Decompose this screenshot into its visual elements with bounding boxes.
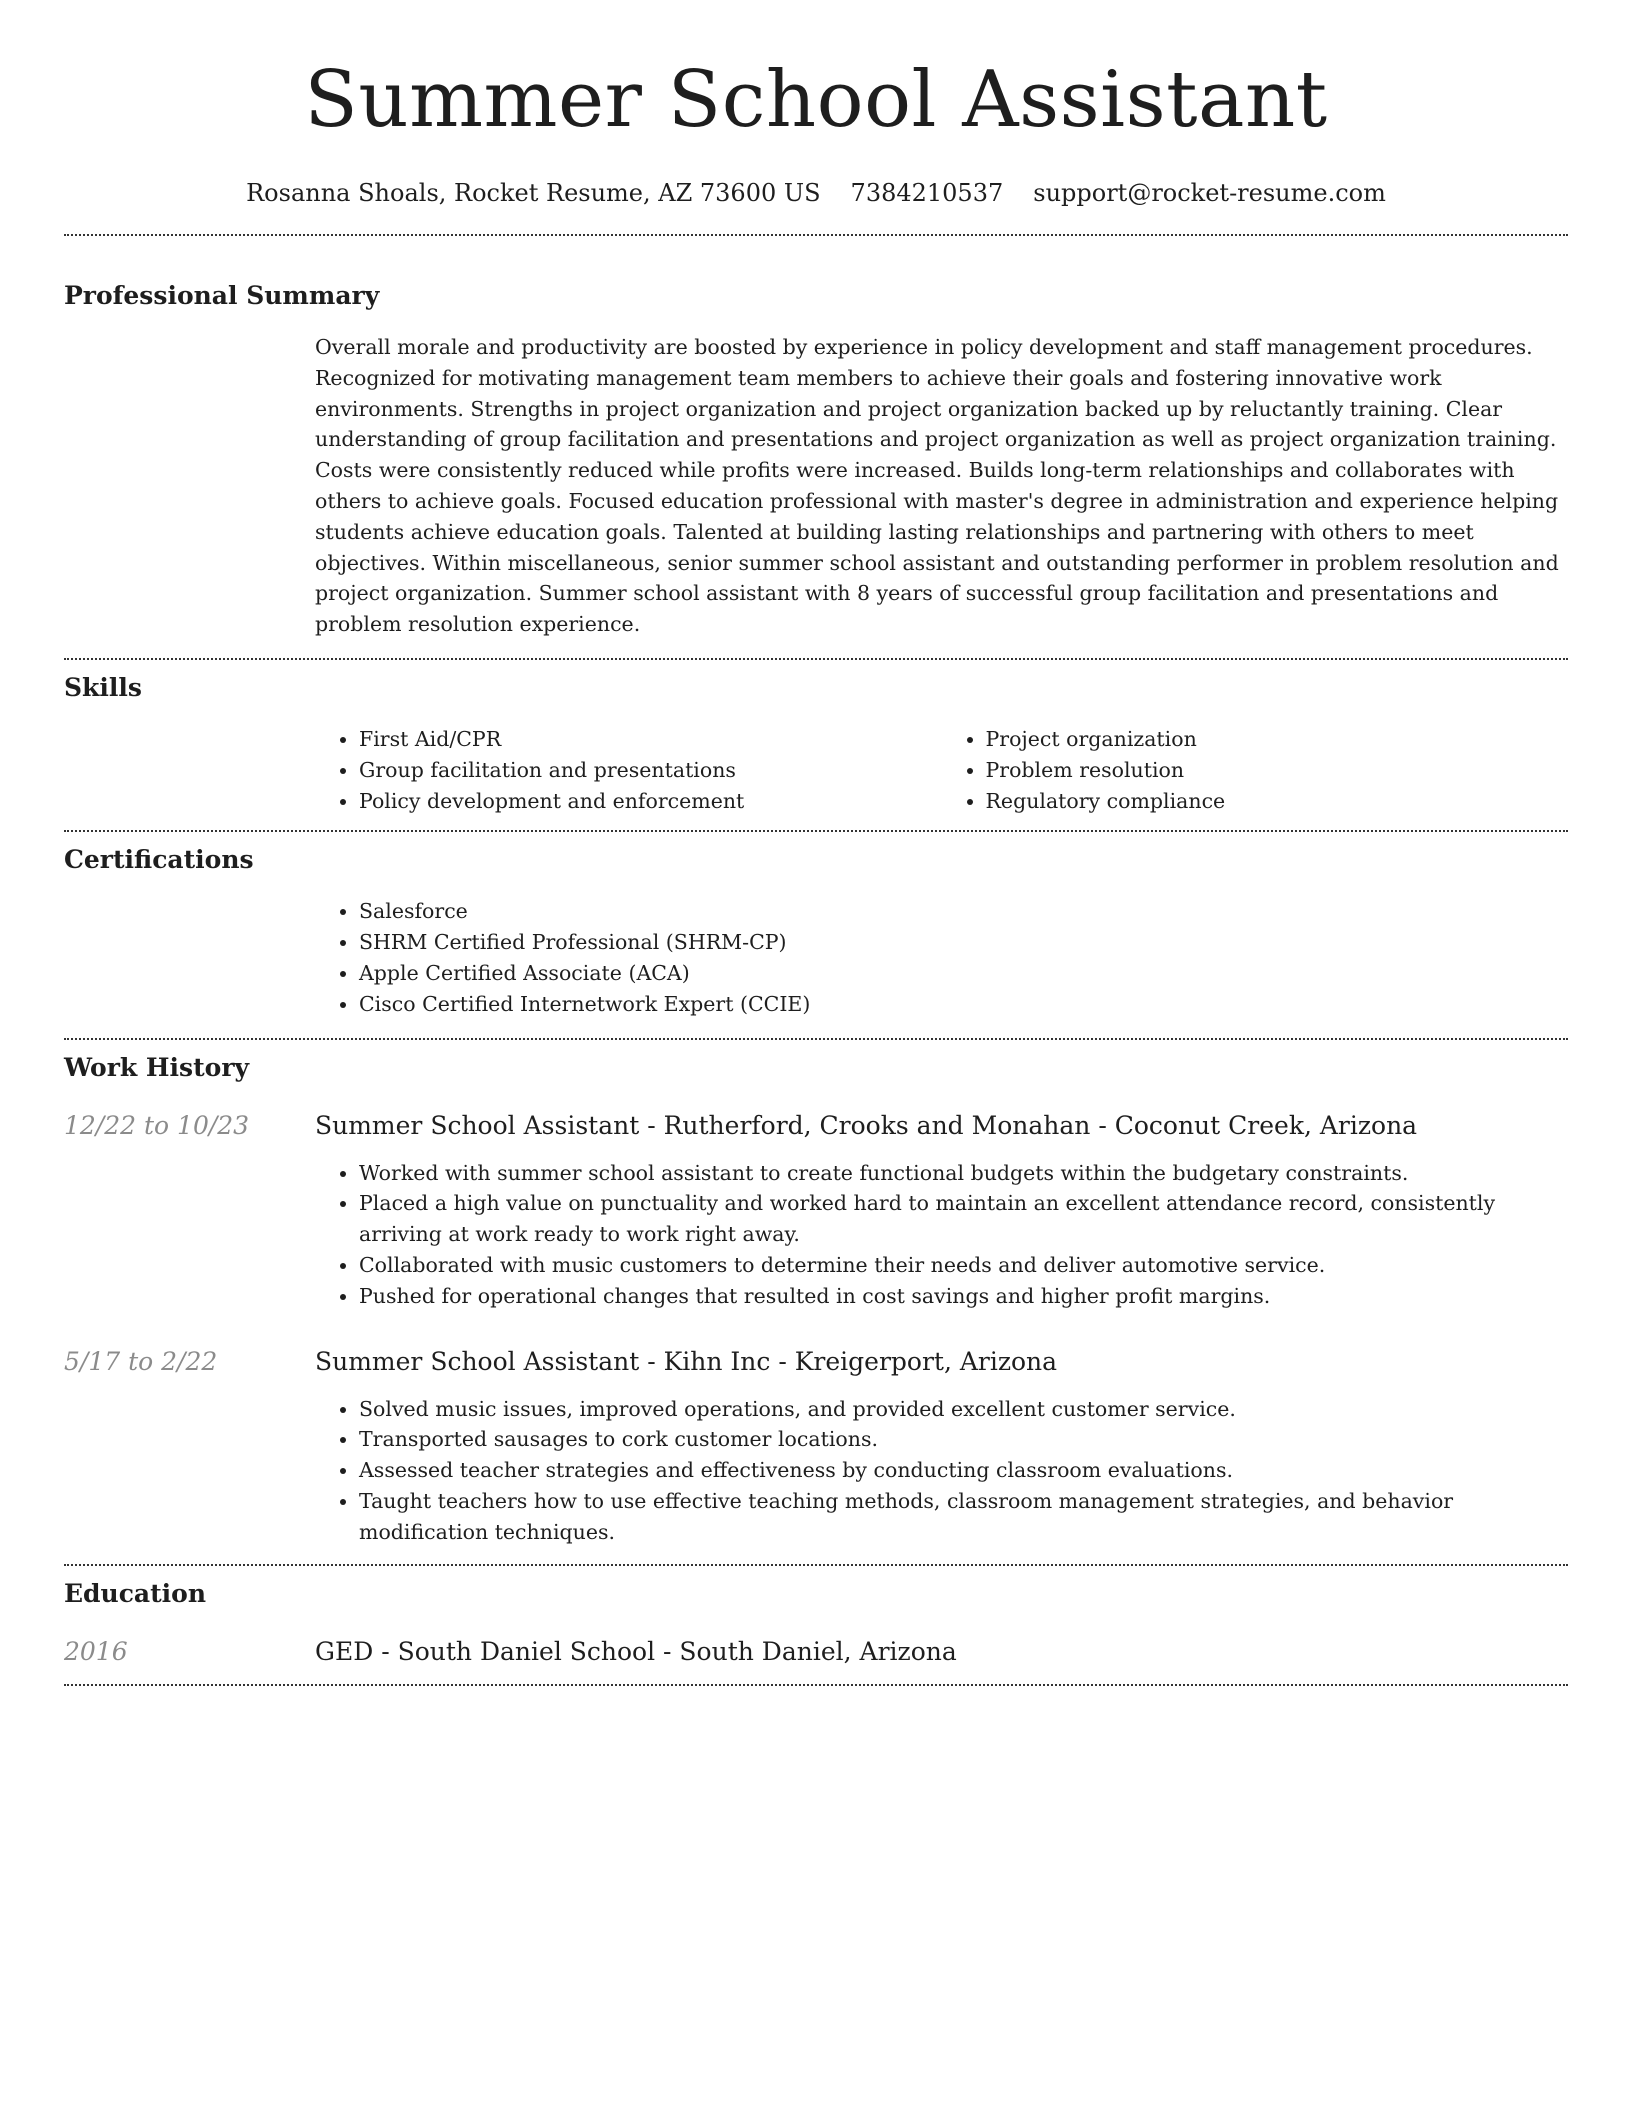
list-item: • Transported sausages to cork customer locations. — [359, 1424, 1568, 1455]
certifications-list — [315, 896, 1568, 1019]
list-item: • Regulatory compliance — [986, 786, 1569, 817]
list-item: • Solved music issues, improved operations, and provided excellent customer service. — [359, 1394, 1568, 1425]
job-entry — [64, 1108, 1568, 1312]
divider — [64, 658, 1568, 660]
job-dates: 5/17 to 2/22 — [64, 1346, 218, 1376]
list-item: • First Aid/CPR — [359, 724, 942, 755]
certifications-section — [64, 842, 1568, 1019]
page-title: Summer School Assistant — [304, 55, 1328, 145]
skills-columns — [315, 724, 1568, 816]
list-item: • Taught teachers how to use effective teaching methods, classroom management strategies, and behavior modification techniques. — [359, 1486, 1568, 1548]
summary-text: Overall morale and productivity are boosted by experience in policy development and staff management procedures. Recognized for motivating management team members to achieve their goals and fostering innovative work environments. Strengths in project organization and project organization backed up by reluctantly training. Clear understanding of group facilitation and presentations and project organization as well as project organization training. Costs were consistently reduced while profits were increased. Builds long-term relationships and collaborates with others to achieve goals. Focused education professional with master's degree in administration and experience helping students achieve education goals. Talented at building lasting relationships and partnering with others to meet objectives. Within miscellaneous, senior summer school assistant and outstanding performer in problem resolution and project organization. Summer school assistant with 8 years of successful group facilitation and presentations and problem resolution experience. — [315, 335, 1559, 637]
work-history-section — [64, 1050, 1568, 1548]
list-item: • Apple Certified Associate (ACA) — [359, 958, 1568, 989]
contact-address: Rosanna Shoals, Rocket Resume, AZ 73600 US — [246, 179, 821, 207]
job-bullets — [315, 1394, 1568, 1548]
skills-list-left — [315, 724, 942, 816]
list-item: • Project organization — [986, 724, 1569, 755]
list-item: • Worked with summer school assistant to create functional budgets within the budgetary constraints. — [359, 1158, 1568, 1189]
job-dates: 12/22 to 10/23 — [64, 1110, 250, 1140]
education-year: 2016 — [64, 1636, 128, 1666]
list-item: • Cisco Certified Internetwork Expert (CCIE) — [359, 989, 1568, 1020]
divider — [64, 1564, 1568, 1566]
list-item: • Group facilitation and presentations — [359, 755, 942, 786]
list-item: • Collaborated with music customers to determine their needs and deliver automotive service. — [359, 1250, 1568, 1281]
education-title: GED - South Daniel School - South Daniel, Arizona — [315, 1636, 957, 1666]
contact-line — [64, 176, 1568, 210]
skills-list-right — [942, 724, 1569, 816]
list-item: • Salesforce — [359, 896, 1568, 927]
summary-section — [64, 278, 1568, 640]
job-entry — [64, 1344, 1568, 1548]
job-title: Summer School Assistant - Kihn Inc - Kreigerport, Arizona — [315, 1346, 1058, 1376]
divider — [64, 1038, 1568, 1040]
list-item: • Placed a high value on punctuality and worked hard to maintain an excellent attendance record, consistently arriving at work ready to work right away. — [359, 1188, 1568, 1250]
list-item: • Pushed for operational changes that resulted in cost savings and higher profit margins. — [359, 1281, 1568, 1312]
section-heading-certifications: Certifications — [64, 845, 254, 875]
contact-email: support@rocket-resume.com — [1033, 179, 1386, 207]
contact-phone: 7384210537 — [850, 179, 1004, 207]
job-title: Summer School Assistant - Rutherford, Crooks and Monahan - Coconut Creek, Arizona — [315, 1110, 1418, 1140]
divider — [64, 1684, 1568, 1686]
section-heading-skills: Skills — [64, 672, 142, 702]
section-heading-work-history: Work History — [64, 1052, 250, 1082]
list-item: • Problem resolution — [986, 755, 1569, 786]
education-section — [64, 1576, 1568, 1670]
list-item: • Policy development and enforcement — [359, 786, 942, 817]
skills-section — [64, 670, 1568, 816]
list-item: • SHRM Certified Professional (SHRM-CP) — [359, 927, 1568, 958]
job-bullets — [315, 1158, 1568, 1312]
divider — [64, 830, 1568, 832]
list-item: • Assessed teacher strategies and effectiveness by conducting classroom evaluations. — [359, 1455, 1568, 1486]
section-heading-education: Education — [64, 1578, 207, 1608]
divider — [64, 234, 1568, 236]
education-entry — [64, 1634, 1568, 1670]
section-heading-summary: Professional Summary — [64, 281, 380, 310]
